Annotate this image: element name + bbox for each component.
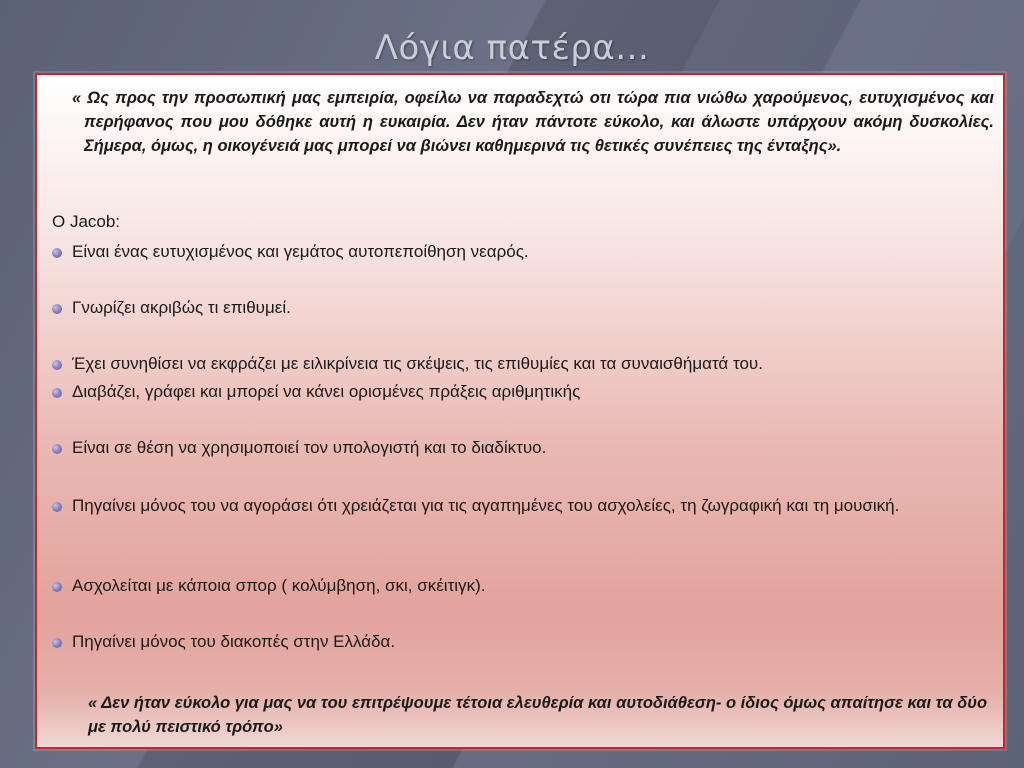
bullet-dot-icon xyxy=(52,444,62,454)
opening-quote: « Ως προς την προσωπική μας εμπειρία, οφείλω να παραδεχτώ οτι τώρα πια νιώθω χαρούμενος, ευτυχισμένος και περήφανος που μου δόθηκε αυτή η ευκαιρία. Δεν ήταν πάντοτε εύκολο, και άλωστε υπάρχουν ακόμη δυσκολίες. Σήμερα, όμως, η οικογένειά μας μπορεί να βιώνει καθημερινά τις θετικές συνέπειες της ένταξης». xyxy=(72,89,994,155)
bullet-dot-icon xyxy=(52,304,62,314)
bullet-item xyxy=(50,574,970,598)
bullet-text: Πηγαίνει μόνος του διακοπές στην Ελλάδα. xyxy=(72,632,396,651)
bullet-dot-icon xyxy=(52,360,62,370)
intro-label: Ο Jacob: xyxy=(52,212,121,231)
slide-title: Λόγια πατέρα... xyxy=(374,28,650,68)
bullet-text: Διαβάζει, γράφει και μπορεί να κάνει ορισμένες πράξεις αριθμητικής xyxy=(72,382,581,401)
bullet-dot-icon xyxy=(52,638,62,648)
bullet-item xyxy=(50,240,970,264)
bullet-item xyxy=(50,296,970,320)
bullet-dot-icon xyxy=(52,388,62,398)
bullet-text: Είναι ένας ευτυχισμένος και γεμάτος αυτοπεποίθηση νεαρός. xyxy=(72,242,529,261)
bullet-text: Είναι σε θέση να χρησιμοποιεί τον υπολογιστή και το διαδίκτυο. xyxy=(72,438,547,457)
bullet-item xyxy=(50,494,970,518)
bullet-dot-icon xyxy=(52,582,62,592)
bullet-item xyxy=(50,380,970,404)
bullet-dot-icon xyxy=(52,502,62,512)
bullet-item xyxy=(50,630,970,654)
bullet-text: Πηγαίνει μόνος του να αγοράσει ότι χρειάζεται για τις αγαπημένες του ασχολείες, τη ζωγραφική και τη μουσική. xyxy=(72,496,900,515)
bullet-item xyxy=(50,436,970,460)
bullet-dot-icon xyxy=(52,248,62,258)
closing-quote: « Δεν ήταν εύκολο για μας να του επιτρέψουμε τέτοια ελευθερία και αυτοδιάθεση- ο ίδιος όμως απαίτησε και τα δύο με πολύ πειστικό τρόπο» xyxy=(88,694,988,736)
bullet-item xyxy=(50,352,970,376)
bullet-text: Γνωρίζει ακριβώς τι επιθυμεί. xyxy=(72,298,291,317)
bullet-text: Ασχολείται με κάποια σπορ ( κολύμβηση, σκι, σκέιτιγκ). xyxy=(72,576,486,595)
bullet-text: Έχει συνηθίσει να εκφράζει με ειλικρίνεια τις σκέψεις, τις επιθυμίες και τα συναισθήματά του. xyxy=(72,354,763,373)
